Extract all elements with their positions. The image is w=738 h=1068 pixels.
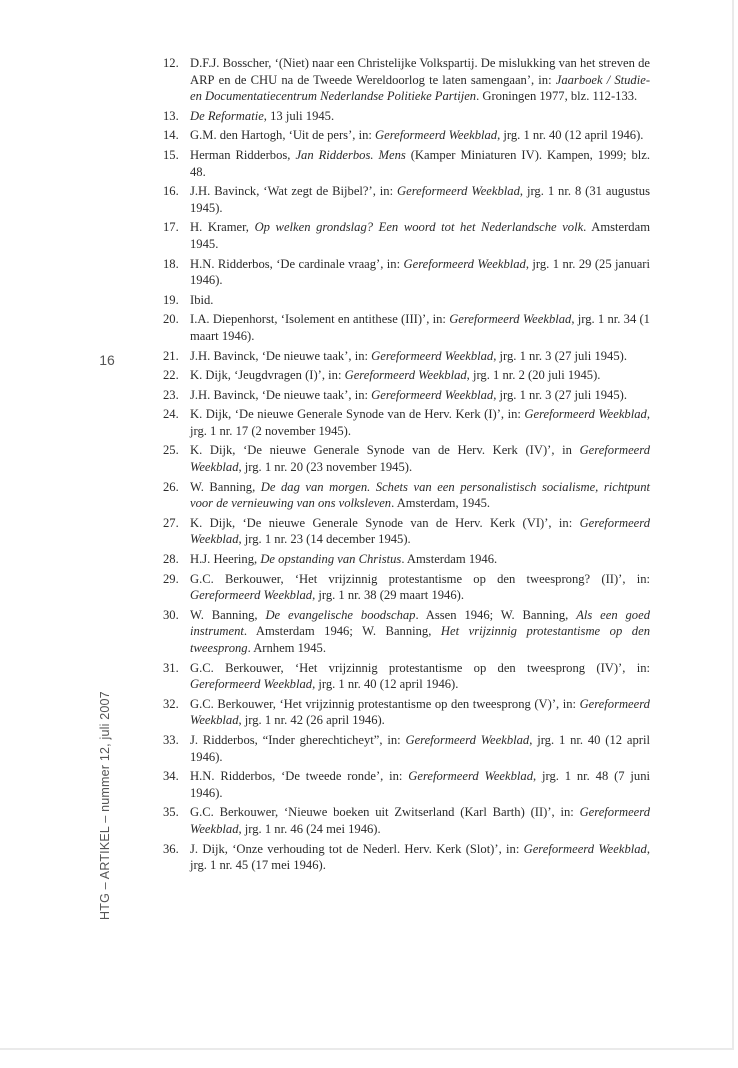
citation-text: , 13 juli 1945. xyxy=(263,108,335,123)
endnote xyxy=(163,551,650,568)
endnote-number: 18. xyxy=(163,256,179,271)
citation-text: K. Dijk, ‘De nieuwe Generale Synode van de Herv. Kerk ( xyxy=(190,443,530,458)
citation-text: IV xyxy=(521,147,535,162)
citation-text: VI xyxy=(526,515,541,530)
citation-text: . Amsterdam 1946. xyxy=(401,552,498,567)
endnote xyxy=(163,660,650,693)
citation-text: , jrg. 1 nr. 46 (24 mei 1946). xyxy=(238,821,381,836)
endnote-text xyxy=(190,388,627,402)
citation-text: Herman Ridderbos, xyxy=(190,147,296,162)
citation-text: )’, in xyxy=(542,443,580,458)
endnote xyxy=(163,732,650,765)
citation-text: IV xyxy=(600,660,614,675)
citation-text: . Groningen 1977, blz. 112-133. xyxy=(476,89,638,104)
citation-text: . Amsterdam 1946; W. Banning, xyxy=(243,624,441,639)
citation-text: D.F.J. Bosscher, ‘(Niet) naar een Christelijke Volkspartij. De mislukking van het streven de xyxy=(190,56,650,70)
citation-title: Gereformeerd Weekblad xyxy=(371,348,494,363)
citation-text: , jrg. 1 nr. 40 (12 april 1946). xyxy=(190,732,650,764)
citation-text: )’, in: xyxy=(547,696,580,711)
endnote-text xyxy=(190,572,650,603)
endnote-text xyxy=(190,56,650,103)
endnote-text xyxy=(190,220,650,251)
citation-title: Als een goed instrument xyxy=(190,607,650,639)
citation-title: Gereformeerd Weekblad xyxy=(190,515,650,547)
endnote-number: 29. xyxy=(163,571,179,586)
citation-text: , jrg. 1 nr. 40 (12 april 1946). xyxy=(497,128,644,143)
citation-text: G.C. Berkouwer, ‘Het vrijzinnig protestantisme op den tweesprong ( xyxy=(190,660,601,675)
endnote xyxy=(163,292,650,309)
endnote-text xyxy=(190,661,650,692)
citation-text: G.C. Berkouwer, ‘Het vrijzinnig protestantisme op den tweesprong ( xyxy=(190,696,539,711)
citation-text: )’, in: xyxy=(492,407,525,422)
endnote xyxy=(163,515,650,548)
endnote-text xyxy=(190,407,650,438)
citation-text: na de Tweede Wereldoorlog te laten samengaan’, in: xyxy=(277,72,556,87)
endnote-text xyxy=(190,184,650,215)
citation-text: I.A. Diepenhorst, ‘Isolement en antithese ( xyxy=(190,312,406,327)
endnote-number: 30. xyxy=(163,607,179,622)
citation-text: , jrg. 1 nr. 40 (12 april 1946). xyxy=(312,677,459,692)
citation-text: I xyxy=(488,407,493,422)
citation-text: )’, in: xyxy=(543,805,580,820)
endnote-number: 16. xyxy=(163,184,179,199)
endnote xyxy=(163,607,650,657)
endnote xyxy=(163,348,650,365)
citation-text: Ibid. xyxy=(190,292,214,307)
citation-text: . Amsterdam, 1945. xyxy=(391,496,491,511)
endnote-number: 21. xyxy=(163,348,179,363)
citation-text: . Amsterdam 1945. xyxy=(190,220,650,251)
endnote xyxy=(163,804,650,837)
citation-text: en de xyxy=(214,72,251,87)
endnote xyxy=(163,768,650,801)
endnote xyxy=(163,311,650,344)
citation-text: G.C. Berkouwer, ‘Nieuwe boeken uit Zwitserland (Karl Barth) ( xyxy=(190,805,535,820)
citation-title: Gereformeerd Weekblad xyxy=(190,805,650,836)
citation-text: J.H. Bavinck, ‘Wat zegt de Bijbel?’, in: xyxy=(190,184,398,199)
citation-text: J. Dijk, ‘Onze verhouding tot de Nederl. Herv. Kerk (Slot)’, in: xyxy=(190,841,524,856)
endnote-number: 13. xyxy=(163,108,179,123)
endnote-number: 19. xyxy=(163,292,179,307)
citation-title: De opstanding van Christus xyxy=(260,552,402,567)
running-head: HTG – ARTIKEL – nummer 12, juli 2007 xyxy=(98,691,112,920)
endnote xyxy=(163,406,650,439)
citation-text: , jrg. 1 nr. 34 (1 maart 1946). xyxy=(190,312,650,343)
endnote-number: 31. xyxy=(163,660,179,675)
citation-text: IV xyxy=(529,443,543,458)
endnote-number: 36. xyxy=(163,841,179,856)
endnote-text xyxy=(190,769,650,800)
citation-text: CHU xyxy=(250,72,278,87)
endnote-text xyxy=(190,552,497,566)
endnote-text xyxy=(190,443,650,474)
endnote-number: 14. xyxy=(163,128,179,143)
endnote-number: 23. xyxy=(163,387,179,402)
citation-title: Jaarboek / Studie- en Documentatiecentrum Nederlandse Politieke Partijen xyxy=(190,72,651,104)
endnote-number: 17. xyxy=(163,220,179,235)
citation-title: Gereformeerd Weekblad xyxy=(403,256,526,271)
citation-title: Gereformeerd Weekblad xyxy=(397,184,520,199)
citation-title: Gereformeerd Weekblad xyxy=(344,368,467,383)
citation-text: )’, in: xyxy=(540,515,580,530)
citation-text: II xyxy=(534,805,544,820)
endnote-text xyxy=(190,697,650,728)
endnote-number: 27. xyxy=(163,515,179,530)
endnote-text xyxy=(190,608,650,655)
citation-title: Jan Ridderbos. Mens xyxy=(295,147,406,162)
citation-text: I xyxy=(309,368,314,383)
endnote-text xyxy=(190,349,627,363)
citation-title: Gereformeerd Weekblad xyxy=(190,677,313,692)
citation-text: . Arnhem 1945. xyxy=(247,641,326,655)
citation-text: III xyxy=(405,312,418,327)
citation-title: Gereformeerd Weekblad xyxy=(190,588,313,603)
citation-text: , jrg. 1 nr. 48 (7 juni 1946). xyxy=(190,769,650,800)
endnote-number: 34. xyxy=(163,769,179,784)
citation-text: H.J. Heering, xyxy=(190,552,261,567)
endnote xyxy=(163,387,650,404)
endnote xyxy=(163,127,650,144)
citation-text: , jrg. 1 nr. 45 (17 mei 1946). xyxy=(190,841,650,873)
citation-text: , jrg. 1 nr. 42 (26 april 1946). xyxy=(238,713,385,728)
citation-title: Gereformeerd Weekblad xyxy=(190,696,650,728)
citation-text: K. Dijk, ‘Jeugdvragen ( xyxy=(190,368,310,383)
citation-text: H.N. Ridderbos, ‘De tweede ronde’, in: xyxy=(190,769,409,784)
endnote-number: 24. xyxy=(163,407,179,422)
citation-text: ARP xyxy=(190,72,215,87)
endnote xyxy=(163,479,650,512)
citation-text: G.M. den Hartogh, ‘Uit de pers’, in: xyxy=(190,128,376,143)
citation-title: De dag van morgen. Schets van een personalistisch socialisme, richtpunt voor de vernieuwing van ons volksleven xyxy=(190,479,651,511)
endnote-number: 22. xyxy=(163,368,179,383)
citation-text: , jrg. 1 nr. 20 (23 november 1945). xyxy=(238,460,413,475)
endnote-number: 35. xyxy=(163,805,179,820)
citation-text: H.N. Ridderbos, ‘De cardinale vraag’, in: xyxy=(190,256,404,271)
citation-text: )’, in: xyxy=(313,368,345,383)
endnote xyxy=(163,183,650,216)
endnote xyxy=(163,219,650,252)
citation-title: De Reformatie xyxy=(190,108,264,123)
citation-title: Gereformeerd Weekblad xyxy=(523,841,647,856)
citation-text: . Assen 1946; W. Banning, xyxy=(415,607,577,622)
endnote-number: 28. xyxy=(163,552,179,567)
citation-text: (Kamper Miniaturen xyxy=(405,147,522,162)
endnote-number: 12. xyxy=(163,56,179,70)
endnote-text xyxy=(190,257,650,288)
endnote xyxy=(163,841,650,874)
endnote xyxy=(163,367,650,384)
citation-text: , jrg. 1 nr. 2 (20 juli 1945). xyxy=(466,368,601,383)
citation-text: V xyxy=(538,696,548,711)
citation-text: , jrg. 1 nr. 8 (31 augustus 1945). xyxy=(190,184,650,215)
endnote-number: 33. xyxy=(163,732,179,747)
endnote xyxy=(163,147,650,180)
citation-text: II xyxy=(605,571,614,586)
citation-text: , jrg. 1 nr. 29 (25 januari 1946). xyxy=(190,256,650,288)
endnote-text xyxy=(190,293,213,307)
endnote-text xyxy=(190,516,650,547)
citation-text: , jrg. 1 nr. 3 (27 juli 1945). xyxy=(493,348,627,363)
citation-text: , jrg. 1 nr. 38 (29 maart 1946). xyxy=(312,588,464,603)
citation-text: H. Kramer, xyxy=(190,220,255,235)
citation-title: Gereformeerd Weekblad xyxy=(405,732,530,747)
endnotes-list xyxy=(163,55,650,877)
citation-text: ). Kampen, 1999; blz. 48. xyxy=(190,147,650,179)
citation-text: J.H. Bavinck, ‘De nieuwe taak’, in: xyxy=(190,387,372,402)
endnote xyxy=(163,55,650,105)
citation-text: K. Dijk, ‘De nieuwe Generale Synode van de Herv. Kerk ( xyxy=(190,515,527,530)
endnote xyxy=(163,108,650,125)
citation-title: Gereformeerd Weekblad xyxy=(190,443,650,475)
citation-text: , jrg. 1 nr. 23 (14 december 1945). xyxy=(238,532,411,547)
citation-text: , jrg. 1 nr. 3 (27 juli 1945). xyxy=(493,387,627,402)
citation-title: Gereformeerd Weekblad xyxy=(524,407,647,422)
endnote-number: 25. xyxy=(163,443,179,458)
citation-title: Gereformeerd Weekblad xyxy=(371,387,494,402)
endnote-text xyxy=(190,733,650,764)
citation-text: G.C. Berkouwer, ‘Het vrijzinnig protestantisme op den tweesprong? ( xyxy=(190,571,606,586)
endnote-number: 32. xyxy=(163,696,179,711)
citation-text: J. Ridderbos, “Inder gherechticheyt”, in: xyxy=(190,732,406,747)
citation-title: Gereformeerd Weekblad xyxy=(375,128,498,143)
citation-title: Gereformeerd Weekblad xyxy=(449,312,572,327)
citation-title: De evangelische boodschap xyxy=(265,607,416,622)
endnote-text xyxy=(190,842,650,873)
endnote-text xyxy=(190,368,600,382)
endnote-text xyxy=(190,480,650,511)
citation-text: )’, in: xyxy=(613,660,650,675)
citation-text: )’, in: xyxy=(417,312,450,327)
endnote xyxy=(163,696,650,729)
endnote-text xyxy=(190,148,650,179)
endnote-number: 15. xyxy=(163,147,179,162)
endnote-text xyxy=(190,128,643,142)
citation-text: K. Dijk, ‘De nieuwe Generale Synode van de Herv. Kerk ( xyxy=(190,407,489,422)
citation-text: W. Banning, xyxy=(190,607,266,622)
citation-text: , jrg. 1 nr. 17 (2 november 1945). xyxy=(190,407,650,438)
endnote-text xyxy=(190,109,334,123)
endnote-text xyxy=(190,312,650,343)
endnote-text xyxy=(190,805,650,836)
endnote xyxy=(163,571,650,604)
page-number: 16 xyxy=(99,352,115,368)
citation-title: Het vrijzinnig protestantisme op den tweesprong xyxy=(190,624,650,655)
endnote xyxy=(163,256,650,289)
citation-text: W. Banning, xyxy=(190,479,261,494)
endnote-number: 20. xyxy=(163,312,179,327)
citation-text: )’, in: xyxy=(613,571,651,586)
endnote-number: 26. xyxy=(163,479,179,494)
citation-title: Gereformeerd Weekblad xyxy=(408,769,534,784)
citation-title: Op welken grondslag? Een woord tot het Nederlandsche volk xyxy=(254,220,584,235)
endnote xyxy=(163,442,650,475)
citation-text: J.H. Bavinck, ‘De nieuwe taak’, in: xyxy=(190,348,372,363)
